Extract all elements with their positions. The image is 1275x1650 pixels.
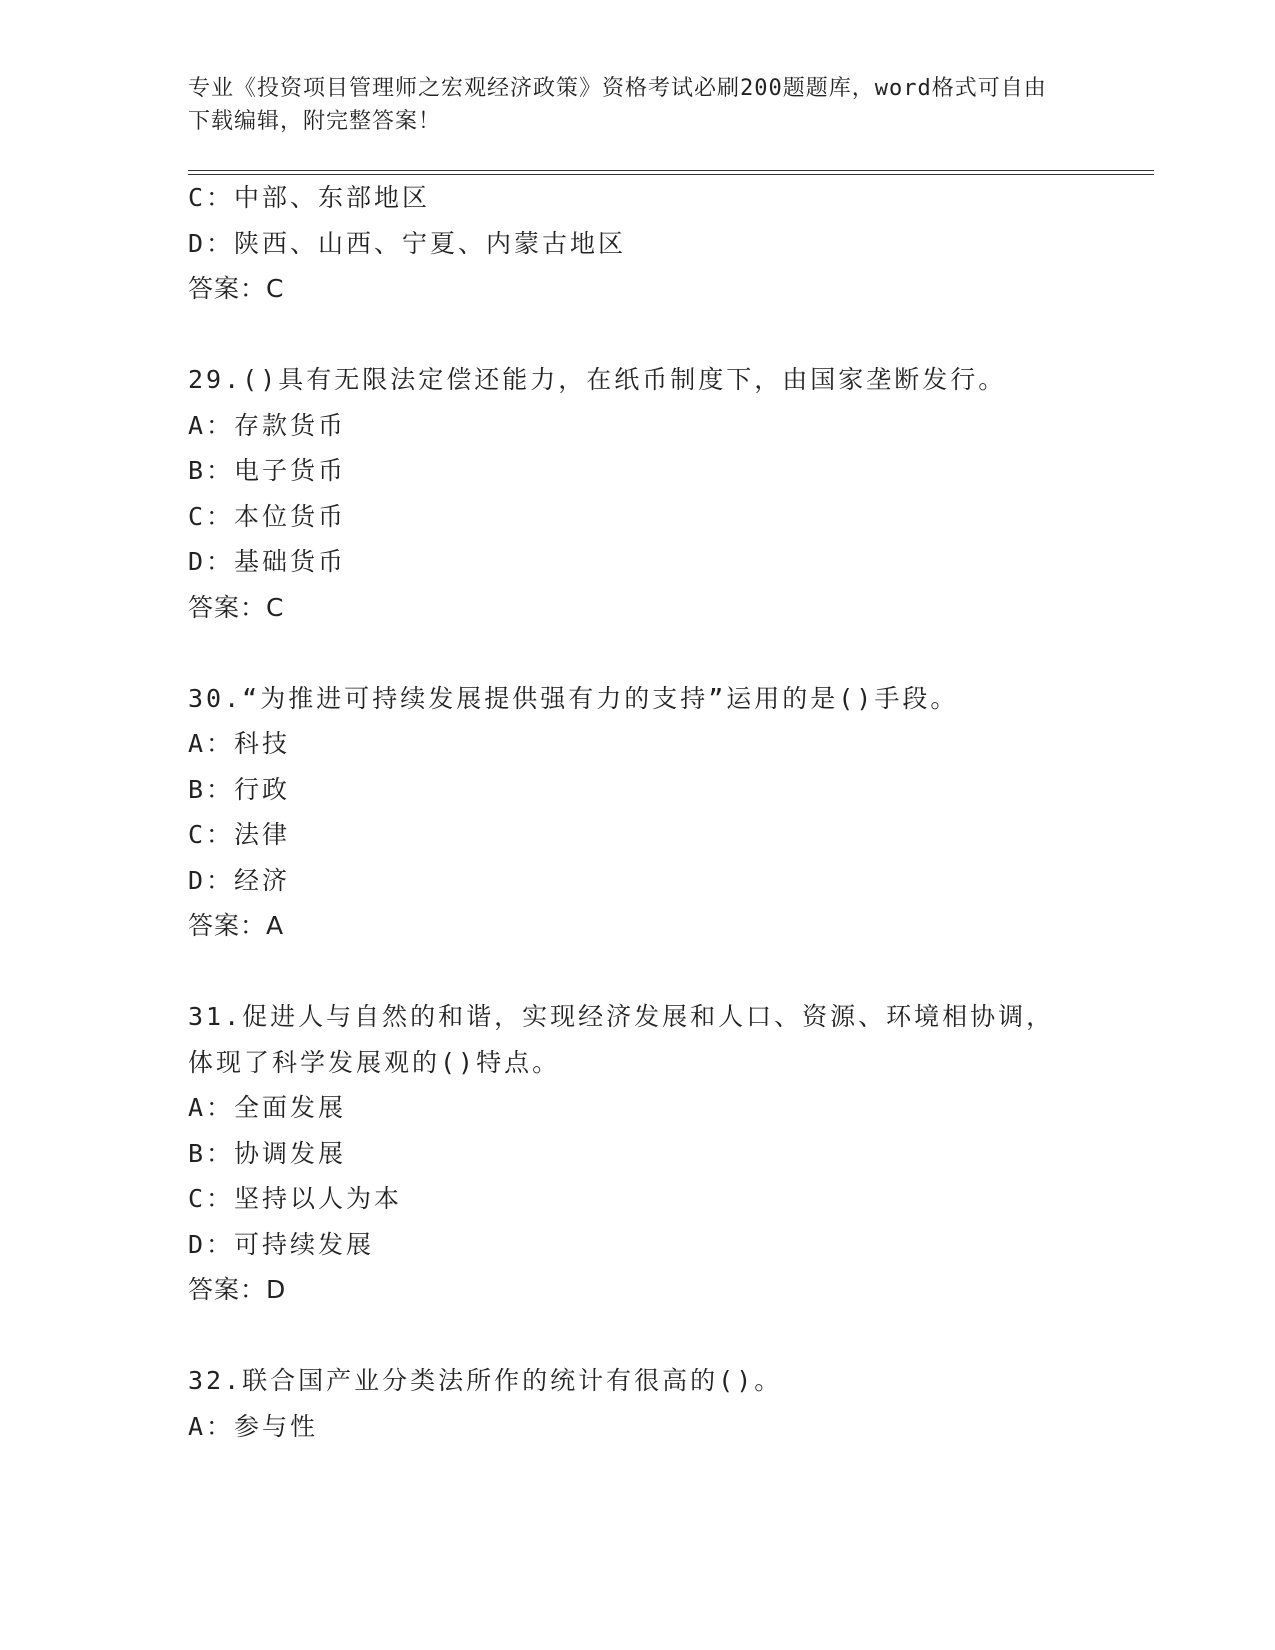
question-stem: 30.“为推进可持续发展提供强有力的支持”运用的是()手段。	[188, 683, 959, 713]
option-d: D：可持续发展	[188, 1229, 375, 1259]
answer: 答案：D	[188, 1275, 287, 1304]
question-29	[188, 357, 1148, 630]
question-stem: 32.联合国产业分类法所作的统计有很高的()。	[188, 1366, 783, 1395]
question-stem: 29.()具有无限法定偿还能力，在纸币制度下，由国家垄断发行。	[188, 365, 1007, 394]
option-b: B：协调发展	[188, 1138, 347, 1168]
document-header: 专业《投资项目管理师之宏观经济政策》资格考试必刷200题题库，word格式可自由下载编辑，附完整答案！	[188, 76, 1047, 134]
question-31	[188, 994, 1148, 1313]
option-a: A：存款货币	[188, 410, 347, 440]
question-30	[188, 676, 1148, 949]
document-page	[188, 72, 1148, 1449]
option-d: D：陕西、山西、宁夏、内蒙古地区	[188, 228, 627, 258]
option-c: C：本位货币	[188, 501, 347, 531]
answer: 答案：C	[188, 592, 285, 622]
question-32	[188, 1358, 1148, 1449]
option-d: D：经济	[188, 865, 291, 895]
option-b: B：行政	[188, 774, 291, 804]
option-a: A：全面发展	[188, 1093, 347, 1122]
option-d: D：基础货币	[188, 547, 347, 576]
answer: 答案：A	[188, 911, 285, 940]
option-a: A：科技	[188, 729, 291, 758]
option-b: B：电子货币	[188, 456, 347, 485]
answer: 答案：C	[188, 274, 285, 303]
option-c: C：法律	[188, 820, 291, 849]
question-stem: 31.促进人与自然的和谐，实现经济发展和人口、资源、环境相协调，体现了科学发展观的()特点。	[188, 1002, 1055, 1077]
option-c: C：坚持以人为本	[188, 1184, 403, 1213]
option-c: C：中部、东部地区	[188, 183, 431, 212]
option-a: A：参与性	[188, 1411, 319, 1441]
previous-question-tail	[188, 175, 1148, 312]
